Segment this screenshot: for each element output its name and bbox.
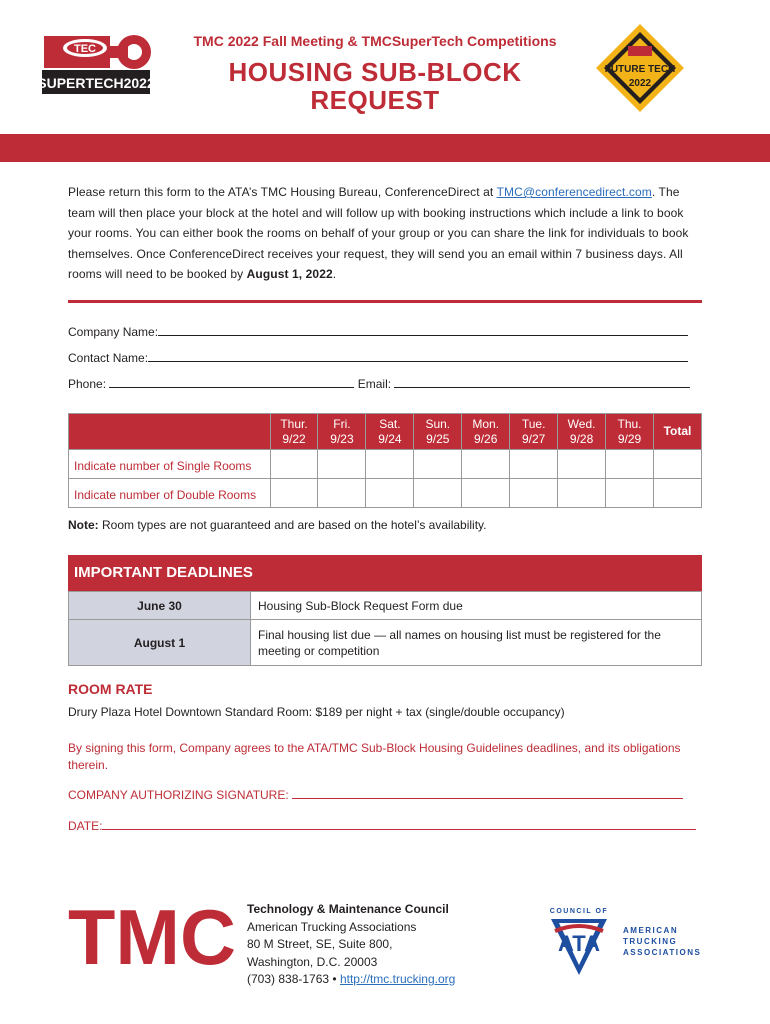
- note-text: Room types are not guaranteed and are based on the hotel’s availability.: [98, 518, 487, 532]
- single-cell[interactable]: [510, 450, 558, 479]
- tmc-logo-text: TMC: [68, 900, 236, 970]
- contact-name-row: [68, 351, 688, 365]
- org-name: Technology & Maintenance Council: [247, 902, 449, 916]
- badge-year-text: 2022: [628, 78, 652, 89]
- table-row: [69, 450, 702, 479]
- header-total: Total: [653, 414, 701, 450]
- future-tech-badge: [594, 22, 686, 114]
- single-cell[interactable]: [462, 450, 510, 479]
- address-line: 80 M Street, SE, Suite 800,: [247, 937, 393, 951]
- single-cell[interactable]: [414, 450, 462, 479]
- bureau-email-link[interactable]: TMC@conferencedirect.com: [496, 185, 652, 199]
- table-row: [69, 620, 702, 666]
- header-day-mon: Mon. 9/26: [462, 414, 510, 450]
- deadline-desc: Housing Sub-Block Request Form due: [251, 592, 702, 620]
- single-cell[interactable]: [270, 450, 318, 479]
- deadlines-heading: IMPORTANT DEADLINES: [68, 555, 702, 591]
- phone-number: (703) 838-1763 •: [247, 972, 340, 986]
- section-divider: [68, 300, 702, 303]
- header-day-thu2: Thu. 9/29: [606, 414, 654, 450]
- header-day-fri: Fri. 9/23: [318, 414, 366, 450]
- tmc-website-link[interactable]: http://tmc.trucking.org: [339, 972, 456, 986]
- address-line: Washington, D.C. 20003: [247, 954, 378, 969]
- header-blank: [69, 414, 271, 450]
- single-rooms-label: Indicate number of Single Rooms: [69, 450, 271, 479]
- address-line: American Trucking Associations: [247, 919, 417, 934]
- ata-letters: ATA: [558, 931, 600, 956]
- booking-deadline: August 1, 2022: [246, 267, 333, 281]
- header-day-thu: Thur. 9/22: [270, 414, 318, 450]
- table-row: [69, 479, 702, 508]
- double-cell[interactable]: [606, 479, 654, 508]
- date-row: [68, 819, 696, 833]
- deadlines-table: [68, 591, 702, 666]
- intro-text-3: .: [332, 267, 337, 281]
- table-row: [69, 592, 702, 620]
- table-header-row: [69, 414, 702, 450]
- email-field[interactable]: [394, 378, 690, 388]
- header-day-wed: Wed. 9/28: [558, 414, 606, 450]
- agreement-text: By signing this form, Company agrees to the ATA/TMC Sub-Block Housing Guidelines deadlines, and its obligations therein.: [68, 741, 681, 772]
- double-cell[interactable]: [510, 479, 558, 508]
- logo-tec-text: TEC: [74, 43, 96, 55]
- double-total-cell[interactable]: [653, 479, 701, 508]
- note-label: Note:: [68, 518, 99, 532]
- deadline-desc: Final housing list due — all names on housing list must be registered for the meeting or competition: [251, 620, 702, 666]
- header-day-sat: Sat. 9/24: [366, 414, 414, 450]
- badge-title-text: FUTURE TECH: [604, 64, 676, 75]
- company-name-label: Company Name:: [68, 325, 159, 339]
- date-label: DATE:: [68, 819, 103, 833]
- supertech-2022-logo: [40, 30, 155, 100]
- ata-name-line: TRUCKING: [623, 937, 678, 946]
- header-band: [0, 134, 770, 162]
- ata-name-line: AMERICAN: [623, 926, 679, 935]
- phone-email-row: [68, 377, 690, 391]
- ata-name-line: ASSOCIATIONS: [623, 948, 702, 957]
- single-cell[interactable]: [558, 450, 606, 479]
- double-cell[interactable]: [558, 479, 606, 508]
- single-cell[interactable]: [366, 450, 414, 479]
- email-label: Email:: [357, 377, 392, 391]
- double-cell[interactable]: [414, 479, 462, 508]
- page-title-line2: REQUEST: [310, 85, 440, 115]
- header-day-tue: Tue. 9/27: [510, 414, 558, 450]
- double-cell[interactable]: [270, 479, 318, 508]
- deadline-date: August 1: [69, 620, 251, 666]
- intro-text-2: . The team will then place your block at the hotel and will follow up with booking instructions which include a link to book your rooms. You can either book the rooms on behalf of your group or you can share the link for individuals to book themselves. Once ConferenceDirect receives your request, they will send you an email within 7 business days. All rooms will need to be booked by: [68, 185, 689, 281]
- council-address: [247, 901, 455, 989]
- single-cell[interactable]: [318, 450, 366, 479]
- double-cell[interactable]: [366, 479, 414, 508]
- double-rooms-label: Indicate number of Double Rooms: [69, 479, 271, 508]
- company-name-row: [68, 325, 688, 339]
- double-cell[interactable]: [462, 479, 510, 508]
- ata-council-text: COUNCIL OF: [549, 908, 609, 915]
- page-title-line1: HOUSING SUB-BLOCK: [228, 57, 522, 87]
- contact-name-field[interactable]: [148, 352, 688, 362]
- logo-supertech-text: SUPERTECH2022: [40, 75, 155, 91]
- signature-field[interactable]: [292, 789, 683, 799]
- single-total-cell[interactable]: [653, 450, 701, 479]
- tmc-logo: [68, 900, 238, 970]
- phone-label: Phone:: [68, 377, 107, 391]
- page-title: [176, 58, 574, 114]
- date-field[interactable]: [102, 820, 696, 830]
- header-day-sun: Sun. 9/25: [414, 414, 462, 450]
- signature-label: COMPANY AUTHORIZING SIGNATURE:: [68, 788, 289, 802]
- room-rate-text: Drury Plaza Hotel Downtown Standard Room: $189 per night + tax (single/double occupancy): [68, 705, 565, 719]
- double-cell[interactable]: [318, 479, 366, 508]
- deadline-date: June 30: [69, 592, 251, 620]
- intro-text-1: Please return this form to the ATA’s TMC Housing Bureau, ConferenceDirect at: [68, 185, 497, 199]
- room-type-note: [68, 518, 486, 532]
- intro-paragraph: [68, 182, 704, 285]
- single-cell[interactable]: [606, 450, 654, 479]
- room-rate-heading: ROOM RATE: [68, 681, 153, 697]
- ata-council-logo: [545, 905, 710, 977]
- signature-row: [68, 788, 683, 802]
- room-nights-table: [68, 413, 702, 508]
- contact-line: [247, 971, 455, 989]
- contact-name-label: Contact Name:: [68, 351, 149, 365]
- event-subtitle: TMC 2022 Fall Meeting & TMCSuperTech Competitions: [193, 33, 557, 49]
- phone-field[interactable]: [109, 378, 354, 388]
- company-name-field[interactable]: [158, 326, 688, 336]
